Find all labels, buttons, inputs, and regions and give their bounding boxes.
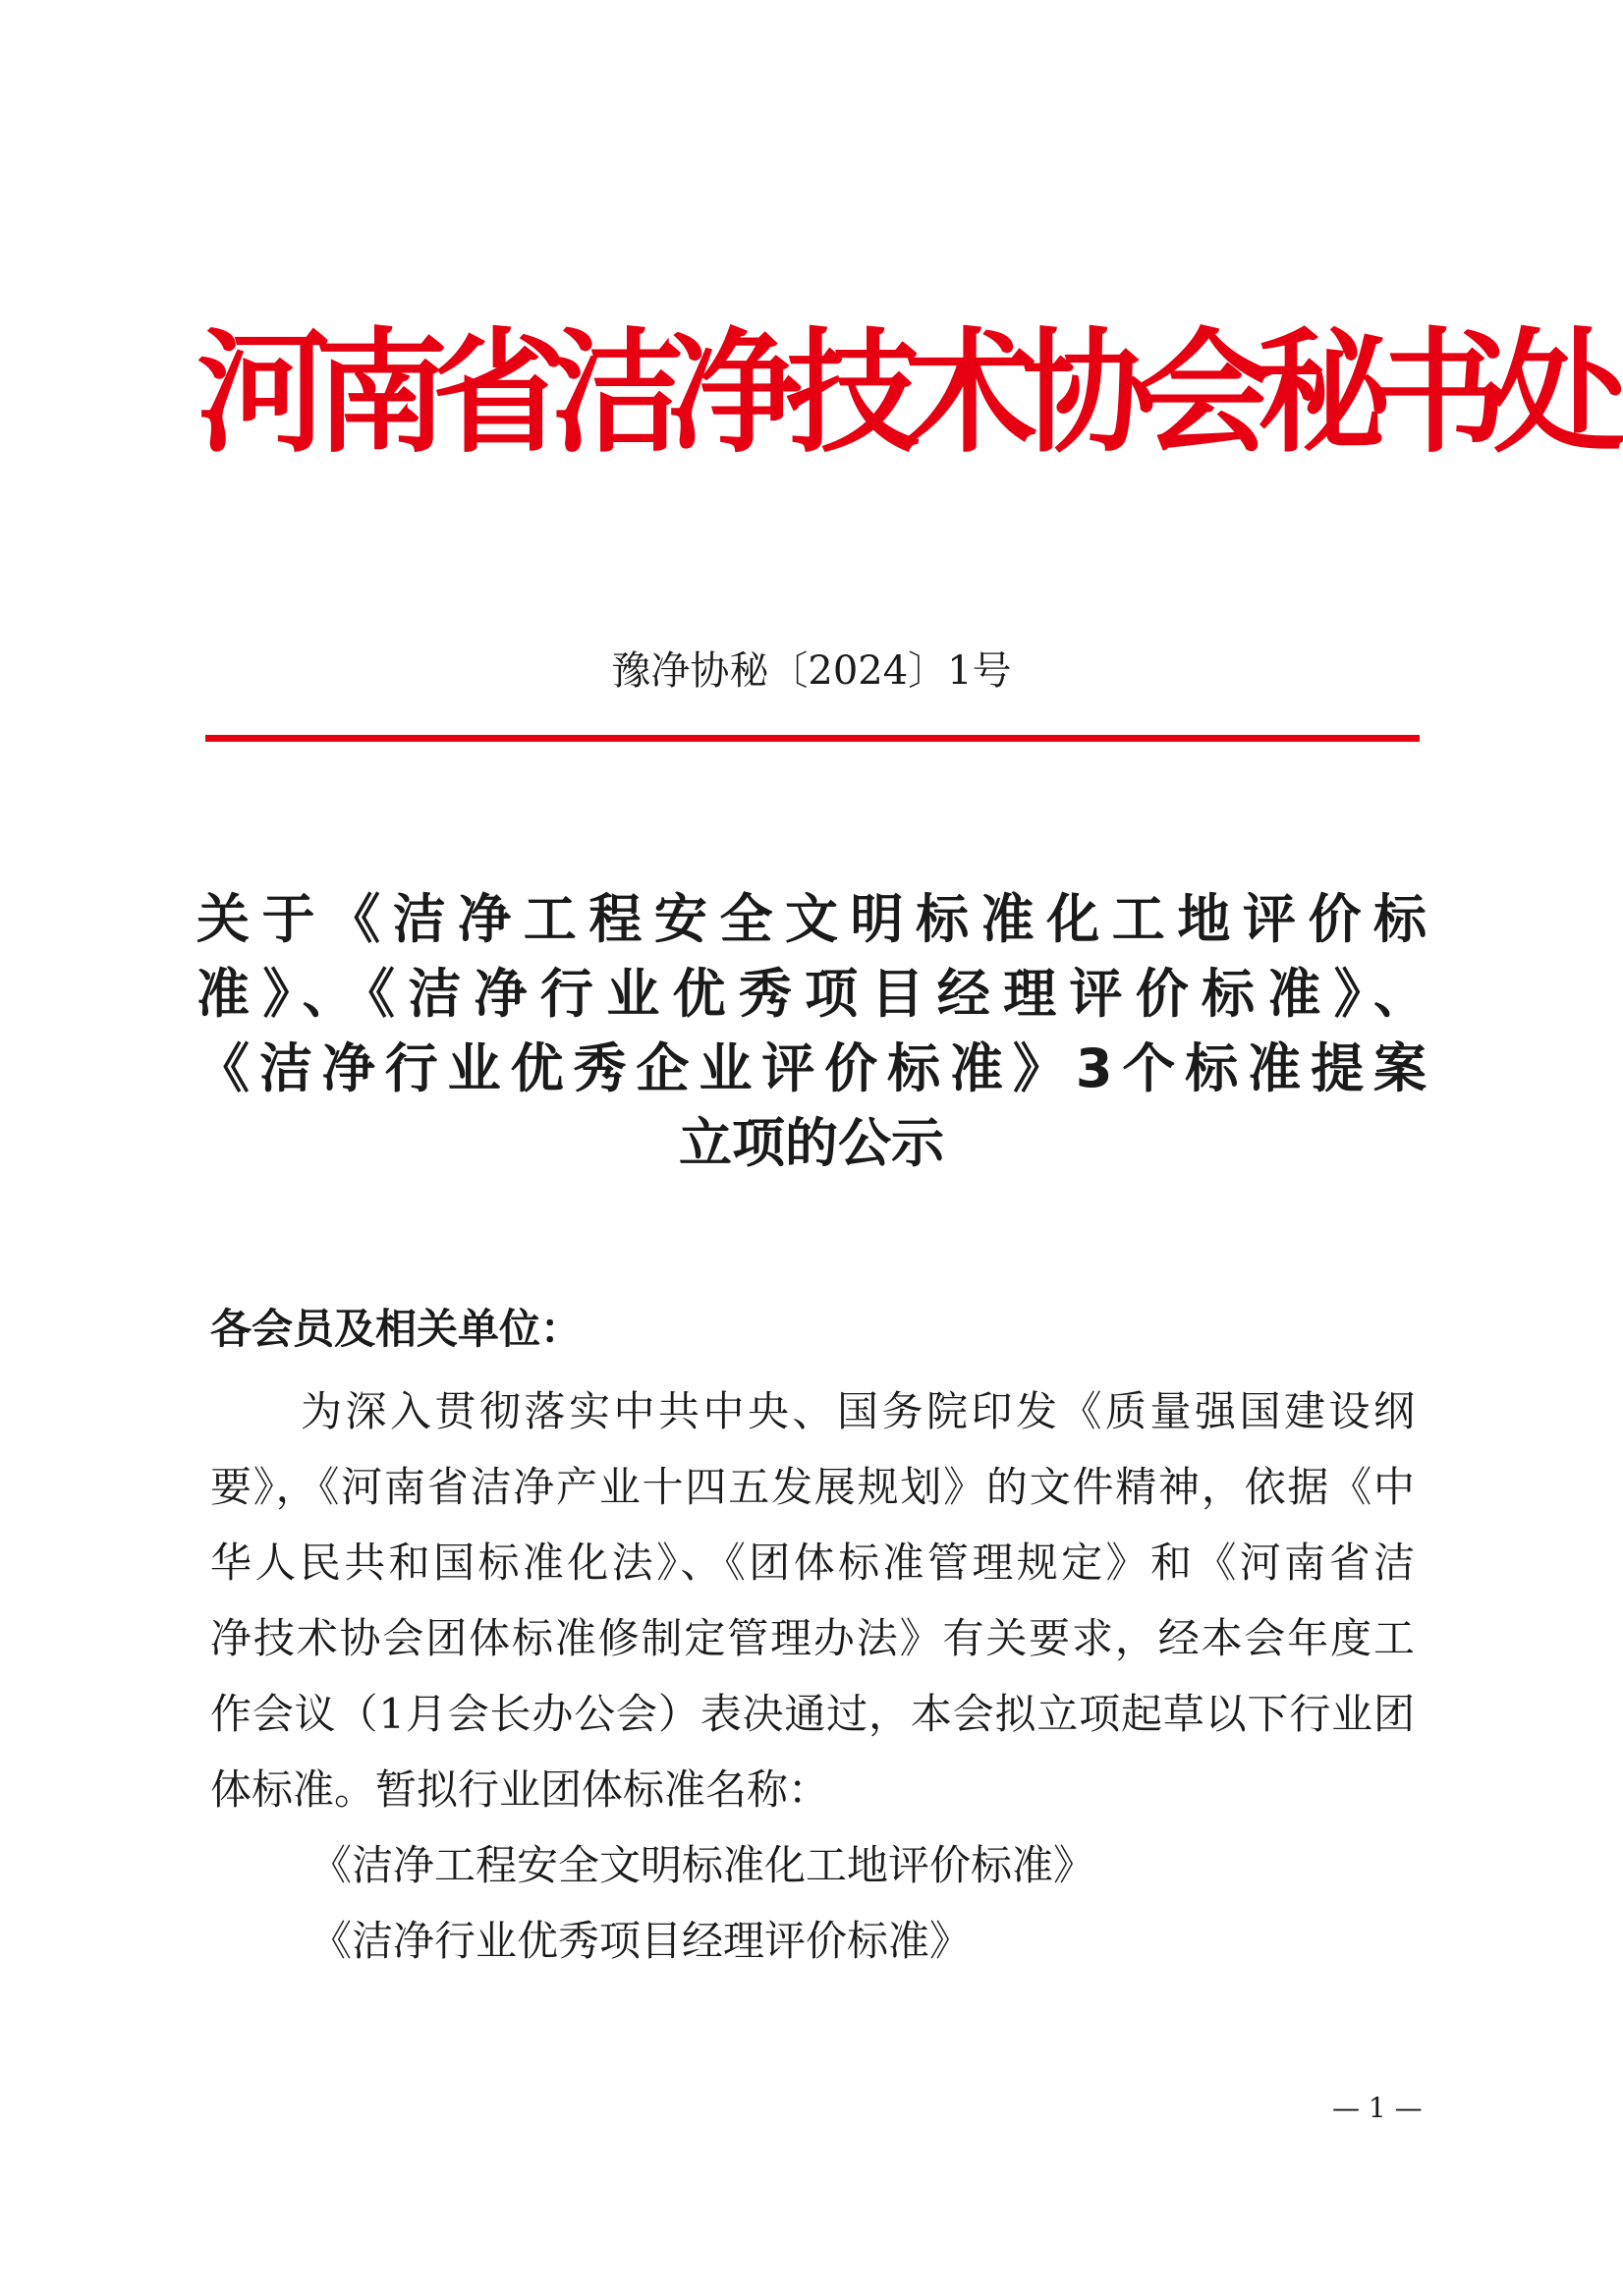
body-paragraph <box>210 1373 1415 1827</box>
body-line: 华人民共和国标准化法》、《团体标准管理规定》和《河南省洁 <box>210 1539 1415 1587</box>
red-divider-line <box>205 735 1420 742</box>
org-header: 河南省洁净技术协会秘书处 <box>196 314 1611 472</box>
body-line: 为深入贯彻落实中共中央、国务院印发《质量强国建设纲 <box>301 1387 1415 1435</box>
title-line: 关于《洁净工程安全文明标准化工地评价标 <box>196 888 1427 950</box>
body-line: 体标准。暂拟行业团体标准名称： <box>210 1765 830 1814</box>
standard-item: 《洁净行业优秀项目经理评价标准》 <box>310 1917 972 1965</box>
body-line: 净技术协会团体标准修制定管理办法》有关要求，经本会年度工 <box>210 1614 1415 1662</box>
page-number: — 1 — <box>1332 2092 1423 2124</box>
title-line: 《洁净行业优秀企业评价标准》3个标准提案 <box>196 1037 1427 1099</box>
document-number: 豫净协秘〔2024〕1号 <box>611 648 1012 694</box>
standards-list <box>310 1827 1094 1979</box>
body-line: 要》，《河南省洁净产业十四五发展规划》的文件精神，依据《中 <box>210 1463 1415 1511</box>
title-line: 准》、《洁净行业优秀项目经理评价标准》、 <box>196 963 1427 1025</box>
salutation: 各会员及相关单位： <box>210 1305 583 1353</box>
body-line: 作会议（1月会长办公会）表决通过，本会拟立项起草以下行业团 <box>210 1690 1415 1738</box>
document-title <box>196 882 1427 1181</box>
standard-item: 《洁净工程安全文明标准化工地评价标准》 <box>310 1841 1095 1889</box>
title-line: 立项的公示 <box>679 1112 944 1174</box>
